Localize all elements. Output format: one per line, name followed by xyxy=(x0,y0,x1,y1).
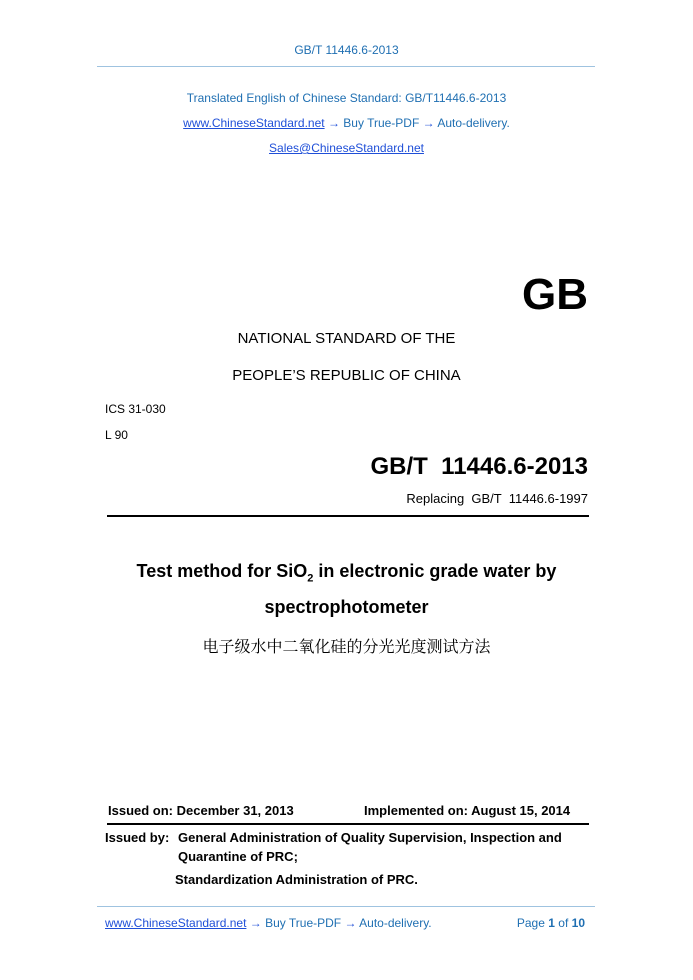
footer-buy-text: Buy True-PDF xyxy=(265,916,342,930)
ccs-code: L 90 xyxy=(105,428,128,442)
footer-site-link[interactable]: www.ChineseStandard.net xyxy=(105,916,247,930)
footer-divider xyxy=(97,906,595,907)
document-title-line1 xyxy=(0,561,693,585)
chinese-title: 电子级水中二氧化硅的分光光度测试方法 xyxy=(202,637,491,656)
issued-date: Issued on: December 31, 2013 xyxy=(108,803,294,818)
arrow-right-icon: → xyxy=(327,116,340,130)
issuer-org2: Standardization Administration of PRC. xyxy=(175,872,418,887)
email-line xyxy=(0,141,693,155)
document-title-line2: spectrophotometer xyxy=(264,597,429,617)
arrow-right-icon: → xyxy=(249,916,262,930)
standard-number: GB/T 11446.6-2013 xyxy=(370,453,588,480)
running-header: GB/T 11446.6-2013 xyxy=(294,43,399,57)
page-label: Page xyxy=(516,916,545,930)
arrow-right-icon: → xyxy=(344,916,357,930)
title-text: Test method for SiO xyxy=(136,561,308,581)
buy-pdf-text: Buy True-PDF xyxy=(343,116,420,130)
issuer-org1-line2: Quarantine of PRC; xyxy=(178,849,298,864)
arrow-right-icon: → xyxy=(422,116,435,130)
replacing-note: Replacing GB/T 11446.6-1997 xyxy=(406,491,588,506)
national-standard-line1: NATIONAL STANDARD OF THE xyxy=(237,330,456,347)
page-current: 1 xyxy=(548,916,555,930)
issued-by-label: Issued by: xyxy=(105,830,170,845)
site-link[interactable]: www.ChineseStandard.net xyxy=(183,116,325,130)
title-divider xyxy=(107,515,589,517)
header-divider xyxy=(97,66,595,67)
promo-line xyxy=(0,116,693,130)
footer-promo xyxy=(105,916,432,930)
title-text: in electronic grade water by xyxy=(313,561,557,581)
page-number xyxy=(517,916,585,930)
gb-mark: GB xyxy=(522,270,588,319)
implemented-date: Implemented on: August 15, 2014 xyxy=(364,803,571,818)
title-subscript: 2 xyxy=(307,572,314,585)
auto-delivery-text: Auto-delivery. xyxy=(437,116,510,130)
of-label: of xyxy=(558,916,569,930)
dates-divider xyxy=(107,823,589,825)
translation-notice: Translated English of Chinese Standard: GB/T11446.6-2013 xyxy=(186,91,507,105)
national-standard-line2: PEOPLE’S REPUBLIC OF CHINA xyxy=(232,367,461,384)
page-total: 10 xyxy=(571,916,585,930)
ics-code: ICS 31-030 xyxy=(105,402,166,416)
email-link[interactable]: Sales@ChineseStandard.net xyxy=(269,141,424,155)
issuer-org1-line1: General Administration of Quality Supervision, Inspection and xyxy=(178,830,562,845)
footer-auto-text: Auto-delivery. xyxy=(359,916,432,930)
